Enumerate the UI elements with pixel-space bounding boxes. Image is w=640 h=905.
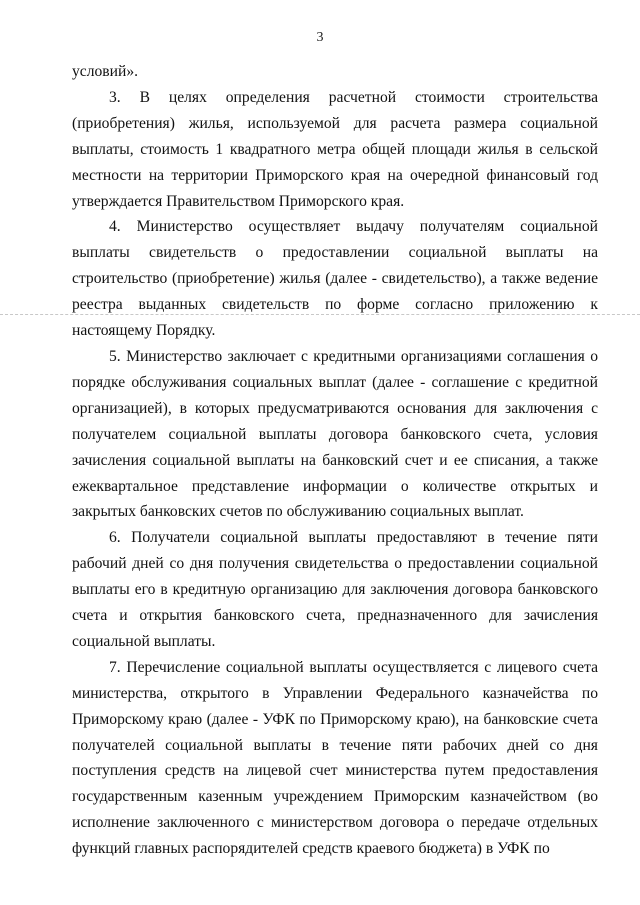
paragraph-item-3: 3. В целях определения расчетной стоимости строительства (приобретения) жилья, используемой для расчета размера социальной выплаты, стоимость 1 квадратного метра общей площади жилья в сельской местности на территории Приморского края на очередной финансовый год утверждается Правительством Приморского края. — [72, 88, 598, 210]
page-number: 3 — [316, 30, 324, 45]
document-body — [72, 59, 598, 862]
paragraph-item-4: 4. Министерство осуществляет выдачу получателям социальной выплаты свидетельств о предоставлении социальной выплаты на строительство (приобретение) жилья (далее - свидетельство), а также ведение реестра выданных свидетельств по форме согласно приложению к настоящему Порядку. — [72, 218, 598, 340]
paragraph-item-7: 7. Перечисление социальной выплаты осуществляется с лицевого счета министерства, открытого в Управлении Федерального казначейства по Приморскому краю (далее - УФК по Приморскому краю), на банковские счета получателей социальной выплаты в течение пяти рабочих дней со дня поступления средств на лицевой счет министерства путем предоставления государственным казенным учреждением Приморским казначейством (во исполнение заключенного с министерством договора о передаче отдельных функций главных распорядителей средств краевого бюджета) в УФК по — [72, 658, 598, 858]
paragraph-item-6: 6. Получатели социальной выплаты предоставляют в течение пяти рабочий дней со дня получения свидетельства о предоставлении социальной выплаты его в кредитную организацию для заключения договора банковского счета и открытия банковского счета, предназначенного для зачисления социальной выплаты. — [72, 529, 598, 650]
paragraph-continuation: условий». — [72, 63, 139, 80]
paragraph-item-5: 5. Министерство заключает с кредитными организациями соглашения о порядке обслуживания социальных выплат (далее - соглашение с кредитной организацией), в которых предусматриваются основания для заключения с получателем социальной выплаты договора банковского счета, условия зачисления социальной выплаты на банковский счет и ее списания, а также ежеквартальное представление информации о количестве открытых и закрытых банковских счетов по обслуживанию социальных выплат. — [72, 347, 598, 521]
